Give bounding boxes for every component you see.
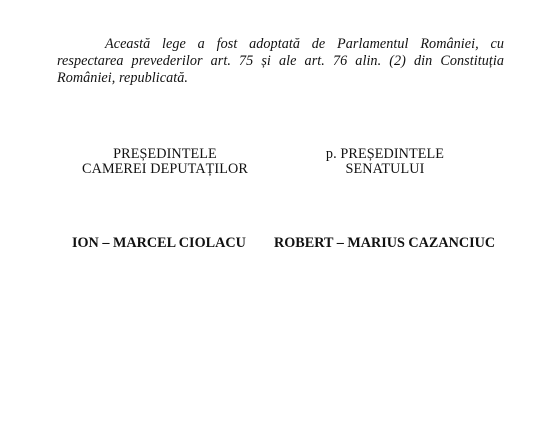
chamber-president-name: ION – MARCEL CIOLACU	[72, 235, 246, 251]
senate-president-title	[300, 147, 470, 177]
senate-president-title-line2: SENATULUI	[345, 161, 425, 177]
chamber-president-title-line2: CAMEREI DEPUTAȚILOR	[82, 161, 248, 177]
senate-president-title-line1: p. PREȘEDINTELE	[325, 146, 445, 162]
adoption-statement: Această lege a fost adoptată de Parlamentul României, cu respectarea prevederilor art. 75 și ale art. 76 alin. (2) din Constituția României, republicată.	[57, 36, 504, 86]
chamber-president-title-line1: PREȘEDINTELE	[113, 146, 217, 162]
chamber-president-title	[60, 147, 270, 177]
senate-president-name: ROBERT – MARIUS CAZANCIUC	[274, 235, 496, 251]
